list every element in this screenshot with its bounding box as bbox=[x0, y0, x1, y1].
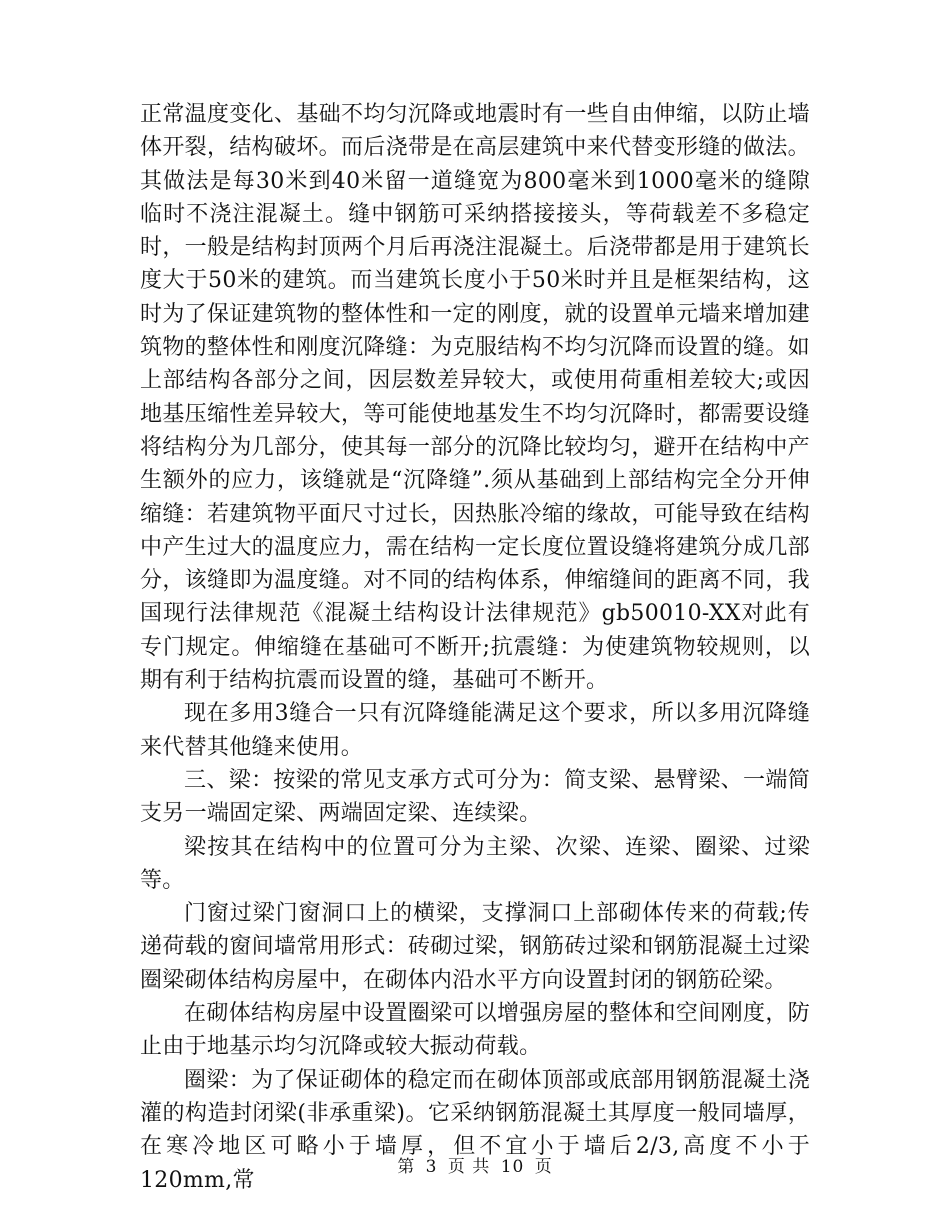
paragraph-4: 梁按其在结构中的位置可分为主梁、次梁、连梁、圈梁、过梁等。 bbox=[140, 834, 810, 893]
paragraph-2: 现在多用3缝合一只有沉降缝能满足这个要求，所以多用沉降缝来代替其他缝来使用。 bbox=[140, 701, 810, 760]
footer-current-page: 3 bbox=[425, 1157, 438, 1177]
paragraph-3: 三、梁：按梁的常见支承方式可分为：简支梁、悬臂梁、一端简支另一端固定梁、两端固定梁、连续梁。 bbox=[140, 767, 810, 827]
paragraph-5: 门窗过梁门窗洞口上的横梁，支撑洞口上部砌体传来的荷载;传递荷载的窗间墙常用形式：砖砌过梁，钢筋砖过梁和钢筋混凝土过梁圈梁砌体结构房屋中，在砌体内沿水平方向设置封闭的钢筋砼梁。 bbox=[140, 901, 810, 993]
paragraph-7: 圈梁：为了保证砌体的稳定而在砌体顶部或底部用钢筋混凝土浇灌的构造封闭梁(非承重梁)。它采纳钢筋混凝土其厚度一般同墙厚，在寒冷地区可略小于墙厚，但不宜小于墙后2/3,高度不小于120mm,常 bbox=[140, 1067, 810, 1193]
page-footer bbox=[0, 1152, 950, 1177]
footer-total-pages: 10 bbox=[500, 1157, 525, 1177]
footer-suffix: 页 bbox=[534, 1157, 553, 1177]
paragraph-1: 正常温度变化、基础不均匀沉降或地震时有一些自由伸缩，以防止墙体开裂，结构破坏。而后浇带是在高层建筑中来代替变形缝的做法。其做法是每30米到40米留一道缝宽为800毫米到1000毫米的缝隙临时不浇注混凝土。缝中钢筋可采纳搭接接头，等荷载差不多稳定时，一般是结构封顶两个月后再浇注混凝土。后浇带都是用于建筑长度大于50米的建筑。而当建筑长度小于50米时并且是框架结构，这时为了保证建筑物的整体性和一定的刚度，就的设置单元墙来增加建筑物的整体性和刚度沉降缝：为克服结构不均匀沉降而设置的缝。如上部结构各部分之间，因层数差异较大，或使用荷重相差较大;或因地基压缩性差异较大，等可能使地基发生不均匀沉降时，都需要设缝将结构分为几部分，使其每一部分的沉降比较均匀，避开在结构中产生额外的应力，该缝就是“沉降缝”.须从基础到上部结构完全分开伸缩缝：若建筑物平面尺寸过长，因热胀冷缩的缘故，可能导致在结构中产生过大的温度应力，需在结构一定长度位置设缝将建筑分成几部分，该缝即为温度缝。对不同的结构体系，伸缩缝间的距离不同，我国现行法律规范《混凝土结构设计法律规范》gb50010-XX对此有专门规定。伸缩缝在基础可不断开;抗震缝：为使建筑物较规则，以期有利于结构抗震而设置的缝，基础可不断开。 bbox=[140, 102, 810, 694]
document-body bbox=[140, 98, 810, 1197]
footer-middle: 页 共 bbox=[447, 1157, 491, 1177]
paragraph-6: 在砌体结构房屋中设置圈梁可以增强房屋的整体和空间刚度，防止由于地基示均匀沉降或较大振动荷载。 bbox=[140, 1001, 810, 1060]
footer-prefix: 第 bbox=[397, 1157, 416, 1177]
